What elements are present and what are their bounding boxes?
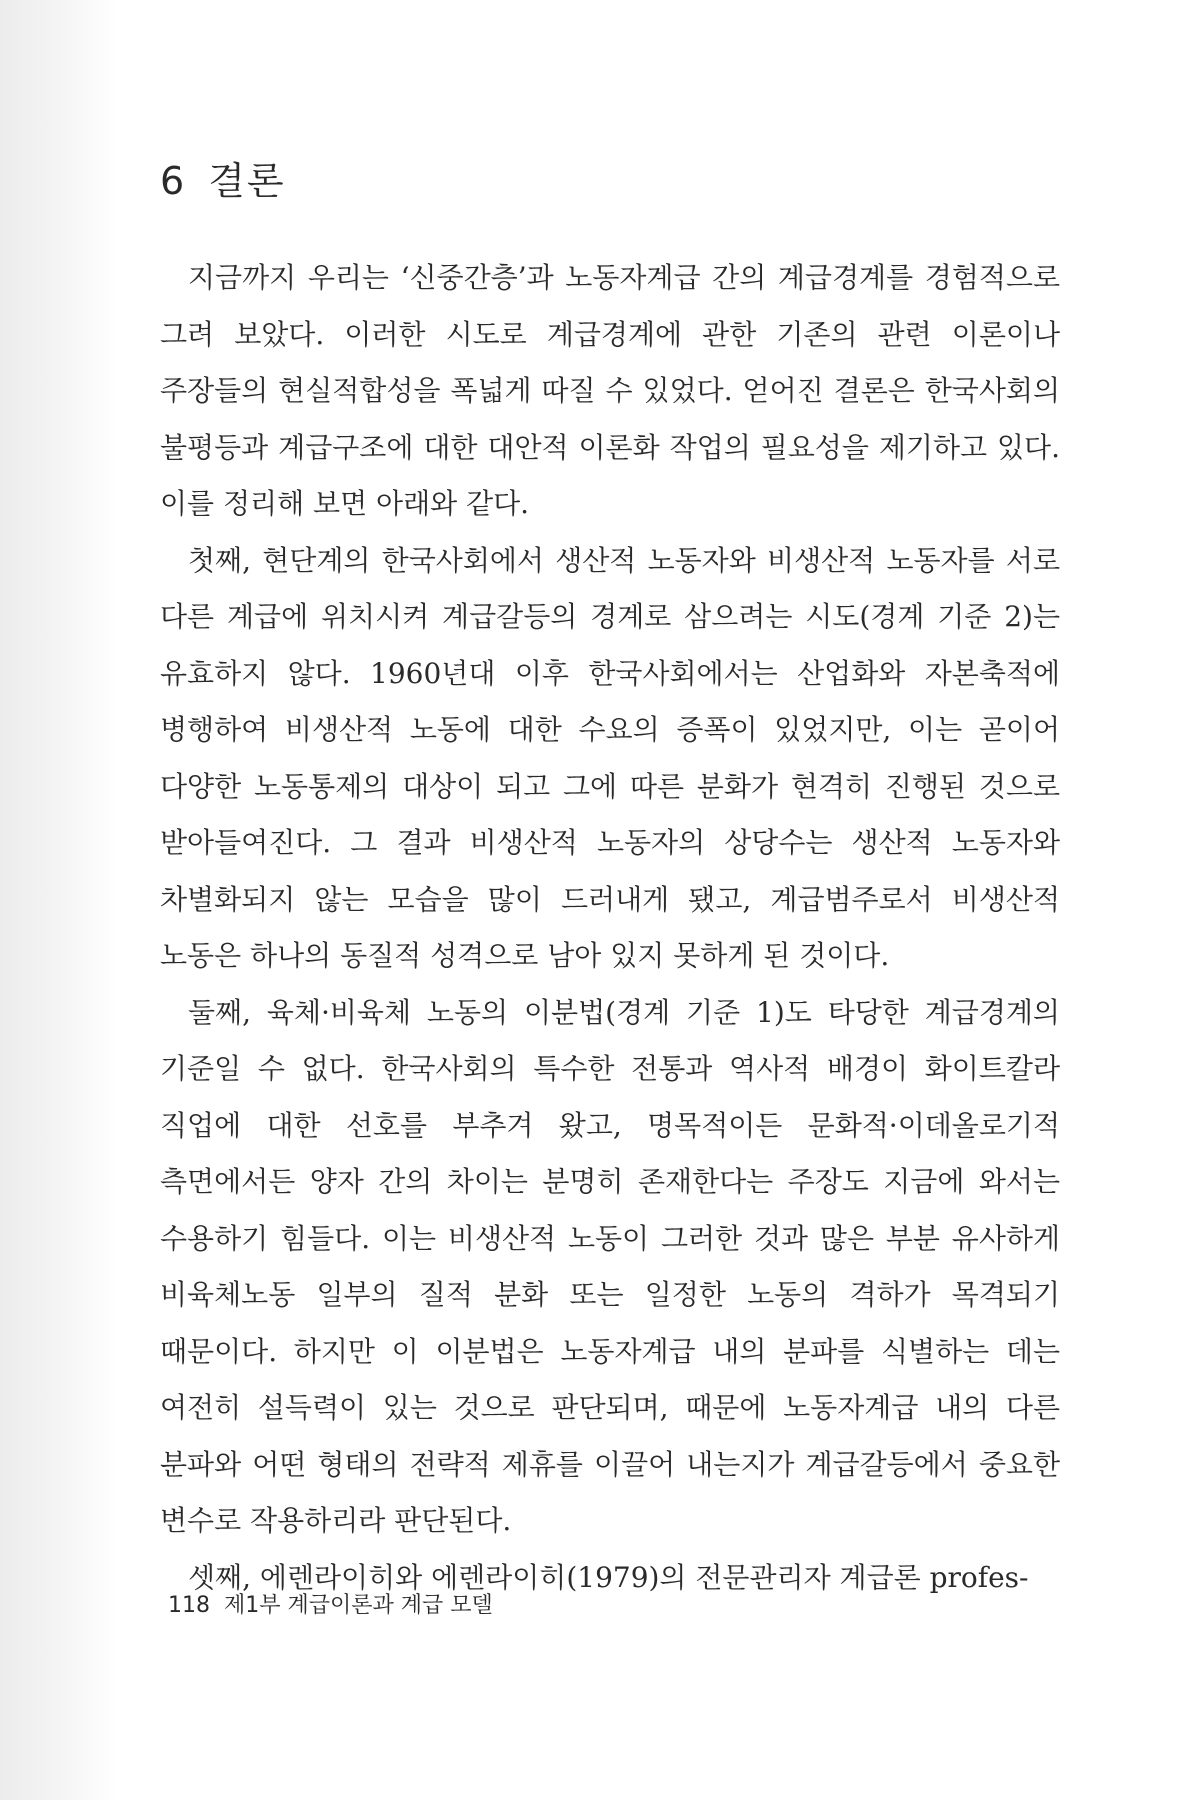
- paragraph-third: 셋째, 에렌라이히와 에렌라이히(1979)의 전문관리자 계급론 profes-: [188, 1560, 1029, 1594]
- section-number: 6: [160, 159, 187, 203]
- paragraph-first: 첫째, 현단계의 한국사회에서 생산적 노동자와 비생산적 노동자를 서로 다른 계급에 위치시켜 계급갈등의 경계로 삼으려는 시도(경계 기준 2)는 유효하지 않다. 1960년대 이후 한국사회에서는 산업화와 자본축적에 병행하여 비생산적 노동에 대한 수요의 증폭이 있었지만, 이는 곧이어 다양한 노동통제의 대상이 되고 그에 따른 분화가 현격히 진행된 것으로 받아들여진다. 그 결과 비생산적 노동자의 상당수는 생산적 노동자와 차별화되지 않는 모습을 많이 드러내게 됐고, 계급범주로서 비생산적 노동은 하나의 동질적 성격으로 남아 있지 못하게 된 것이다.: [160, 543, 1060, 972]
- section-title: 결론: [208, 159, 286, 203]
- binding-shadow: [0, 0, 118, 1800]
- paragraph-intro: 지금까지 우리는 ‘신중간층’과 노동자계급 간의 계급경계를 경험적으로 그려 보았다. 이러한 시도로 계급경계에 관한 기존의 관련 이론이나 주장들의 현실적합성을 폭넓게 따질 수 있었다. 얻어진 결론은 한국사회의 불평등과 계급구조에 대한 대안적 이론화 작업의 필요성을 제기하고 있다. 이를 정리해 보면 아래와 같다.: [160, 261, 1060, 520]
- paragraph-second: 둘째, 육체·비육체 노동의 이분법(경계 기준 1)도 타당한 계급경계의 기준일 수 없다. 한국사회의 특수한 전통과 역사적 배경이 화이트칼라 직업에 대한 선호를 부추겨 왔고, 명목적이든 문화적·이데올로기적 측면에서든 양자 간의 차이는 분명히 존재한다는 주장도 지금에 와서는 수용하기 힘들다. 이는 비생산적 노동이 그러한 것과 많은 부분 유사하게 비육체노동 일부의 질적 분화 또는 일정한 노동의 격하가 목격되기 때문이다. 하지만 이 이분법은 노동자계급 내의 분파를 식별하는 데는 여전히 설득력이 있는 것으로 판단되며, 때문에 노동자계급 내의 다른 분파와 어떤 형태의 전략적 제휴를 이끌어 내는지가 계급갈등에서 중요한 변수로 작용하리라 판단된다.: [160, 995, 1060, 1537]
- body-text: [160, 250, 1060, 1606]
- page-number: 118: [168, 1593, 210, 1618]
- section-heading: [160, 150, 286, 205]
- page-footer: [168, 1588, 493, 1619]
- running-section-title: 제1부 계급이론과 계급 모델: [224, 1593, 493, 1618]
